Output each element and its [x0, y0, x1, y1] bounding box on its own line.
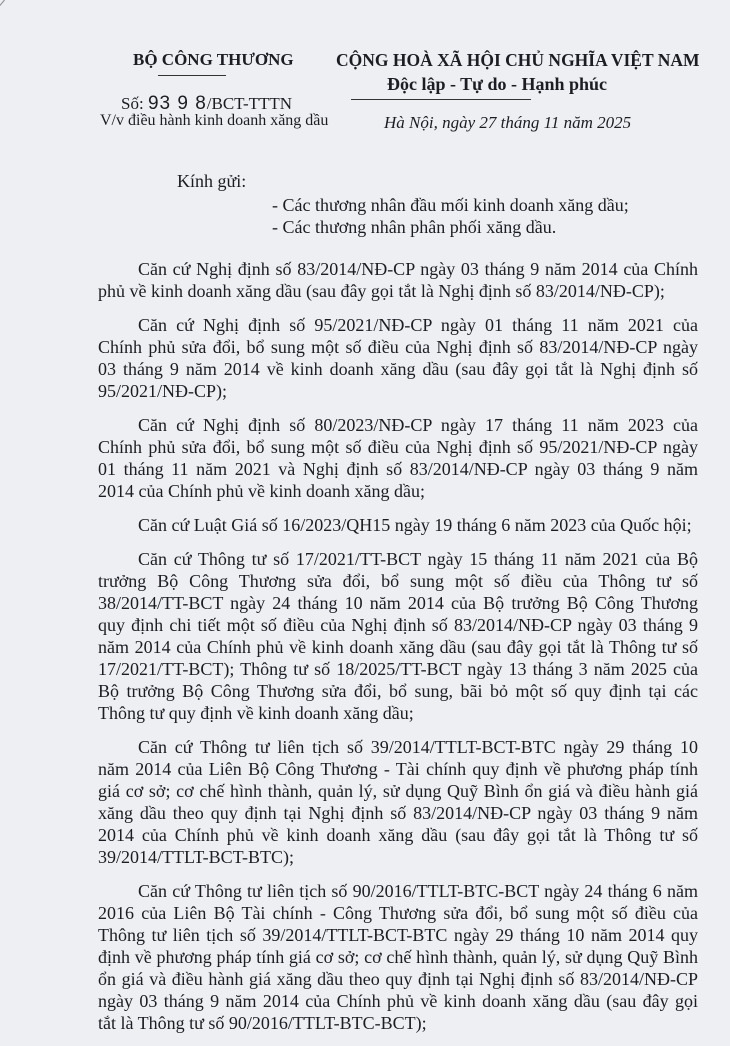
paragraph-line: năm 2014 của Chính phủ về kinh doanh xăng dầu (sau đây gọi tắt là Thông tư số	[98, 637, 698, 657]
paragraph-line: quy định chi tiết một số điều của Nghị định số 83/2014/NĐ-CP ngày 03 tháng 9	[98, 615, 698, 635]
paragraph-line: 03 tháng 9 năm 2014 về kinh doanh xăng dầu (sau đây gọi tắt là Nghị định số	[98, 359, 698, 379]
paragraph-line: Căn cứ Nghị định số 83/2014/NĐ-CP ngày 03 tháng 9 năm 2014 của Chính	[138, 259, 698, 279]
paragraph-line: Căn cứ Thông tư liên tịch số 90/2016/TTLT-BTC-BCT ngày 24 tháng 6 năm	[138, 881, 698, 901]
paragraph-line: Căn cứ Thông tư liên tịch số 39/2014/TTLT-BCT-BTC ngày 29 tháng 10	[138, 737, 698, 757]
paragraph	[98, 880, 698, 1034]
paragraph-line: 38/2014/TT-BCT ngày 24 tháng 10 năm 2014 của Bộ trưởng Bộ Công Thương	[98, 593, 698, 613]
paragraph-line: ngày 03 tháng 9 năm 2014 của Chính phủ về kinh doanh xăng dầu (sau đây gọi	[98, 991, 698, 1011]
paragraph	[98, 258, 698, 302]
paragraph-line: ổn giá và điều hành giá xăng dầu theo quy định tại Nghị định số 83/2014/NĐ-CP	[98, 969, 698, 989]
paragraph-line: 17/2021/TT-BCT); Thông tư số 18/2025/TT-BCT ngày 13 tháng 3 năm 2025 của	[98, 659, 698, 679]
country-name: CỘNG HOÀ XÃ HỘI CHỦ NGHĨA VIỆT NAM	[336, 50, 700, 70]
document-date: Hà Nội, ngày 27 tháng 11 năm 2025	[384, 113, 632, 132]
motto-underline	[351, 99, 531, 100]
recipient-item: - Các thương nhân phân phối xăng dầu.	[272, 217, 557, 237]
number-value: 93 9 8	[147, 93, 207, 114]
paragraph-line: 01 tháng 11 năm 2021 và Nghị định số 83/2014/NĐ-CP ngày 03 tháng 9 năm	[98, 459, 698, 479]
paragraph-line: Thông tư liên tịch số 39/2014/TTLT-BCT-BTC ngày 29 tháng 10 năm 2014 quy	[98, 925, 698, 945]
paragraph-line: Căn cứ Thông tư số 17/2021/TT-BCT ngày 15 tháng 11 năm 2021 của Bộ	[138, 549, 698, 569]
number-suffix: /BCT-TTTN	[206, 94, 293, 113]
paragraph-line: tắt là Thông tư số 90/2016/TTLT-BTC-BCT);	[98, 1013, 427, 1033]
paragraph	[98, 314, 698, 402]
subject-line: V/v điều hành kinh doanh xăng dầu	[100, 112, 329, 129]
paragraph	[98, 736, 698, 868]
agency-underline	[158, 75, 226, 76]
paragraph-line: phủ về kinh doanh xăng dầu (sau đây gọi tắt là Nghị định số 83/2014/NĐ-CP);	[98, 281, 665, 301]
pencil-mark	[0, 0, 5, 17]
paragraph-line: 95/2021/NĐ-CP);	[98, 381, 228, 401]
paragraph-line: giá cơ sở; cơ chế hình thành, quản lý, sử dụng Quỹ Bình ổn giá và điều hành giá	[98, 781, 698, 801]
paragraph-line: Chính phủ sửa đổi, bổ sung một số điều của Nghị định số 83/2014/NĐ-CP ngày	[98, 337, 698, 357]
paragraph-line: 2014 của Chính phủ về kinh doanh xăng dầu (sau đây gọi tắt là Thông tư số	[98, 825, 698, 845]
paragraph-line: 39/2014/TTLT-BCT-BTC);	[98, 847, 295, 867]
paragraph	[98, 514, 698, 536]
recipient-item: - Các thương nhân đầu mối kinh doanh xăng dầu;	[272, 195, 629, 215]
paragraph-line: trưởng Bộ Công Thương sửa đổi, bổ sung một số điều của Thông tư số	[98, 571, 698, 591]
paragraph-line: Căn cứ Luật Giá số 16/2023/QH15 ngày 19 tháng 6 năm 2023 của Quốc hội;	[138, 515, 692, 535]
paragraph-line: Căn cứ Nghị định số 95/2021/NĐ-CP ngày 01 tháng 11 năm 2021 của	[138, 315, 698, 335]
number-label: Số:	[121, 94, 144, 113]
paragraph-line: 2014 của Chính phủ về kinh doanh xăng dầu;	[98, 481, 425, 501]
paragraph-line: Căn cứ Nghị định số 80/2023/NĐ-CP ngày 17 tháng 11 năm 2023 của	[138, 415, 698, 435]
paragraph-line: năm 2014 của Liên Bộ Công Thương - Tài chính quy định về phương pháp tính	[98, 759, 698, 779]
paragraph-line: Thông tư quy định về kinh doanh xăng dầu;	[98, 703, 414, 723]
motto: Độc lập - Tự do - Hạnh phúc	[387, 74, 608, 94]
paragraph-line: xăng dầu theo quy định tại Nghị định số 83/2014/NĐ-CP ngày 03 tháng 9 năm	[98, 803, 698, 823]
paragraph-line: Bộ trưởng Bộ Công Thương sửa đổi, bổ sung, bãi bỏ một số quy định tại các	[98, 681, 698, 701]
document-body	[98, 258, 698, 1046]
paragraph	[98, 414, 698, 502]
recipients-label: Kính gửi:	[177, 171, 247, 191]
paragraph-line: 2016 của Liên Bộ Tài chính - Công Thương sửa đổi, bổ sung một số điều của	[98, 903, 698, 923]
paragraph-line: định về phương pháp tính giá cơ sở; cơ chế hình thành, quản lý, sử dụng Quỹ Bình	[98, 947, 698, 967]
paragraph-line: Chính phủ sửa đổi, bổ sung một số điều của Nghị định số 95/2021/NĐ-CP ngày	[98, 437, 698, 457]
agency-name: BỘ CÔNG THƯƠNG	[133, 50, 294, 69]
paragraph	[98, 548, 698, 724]
